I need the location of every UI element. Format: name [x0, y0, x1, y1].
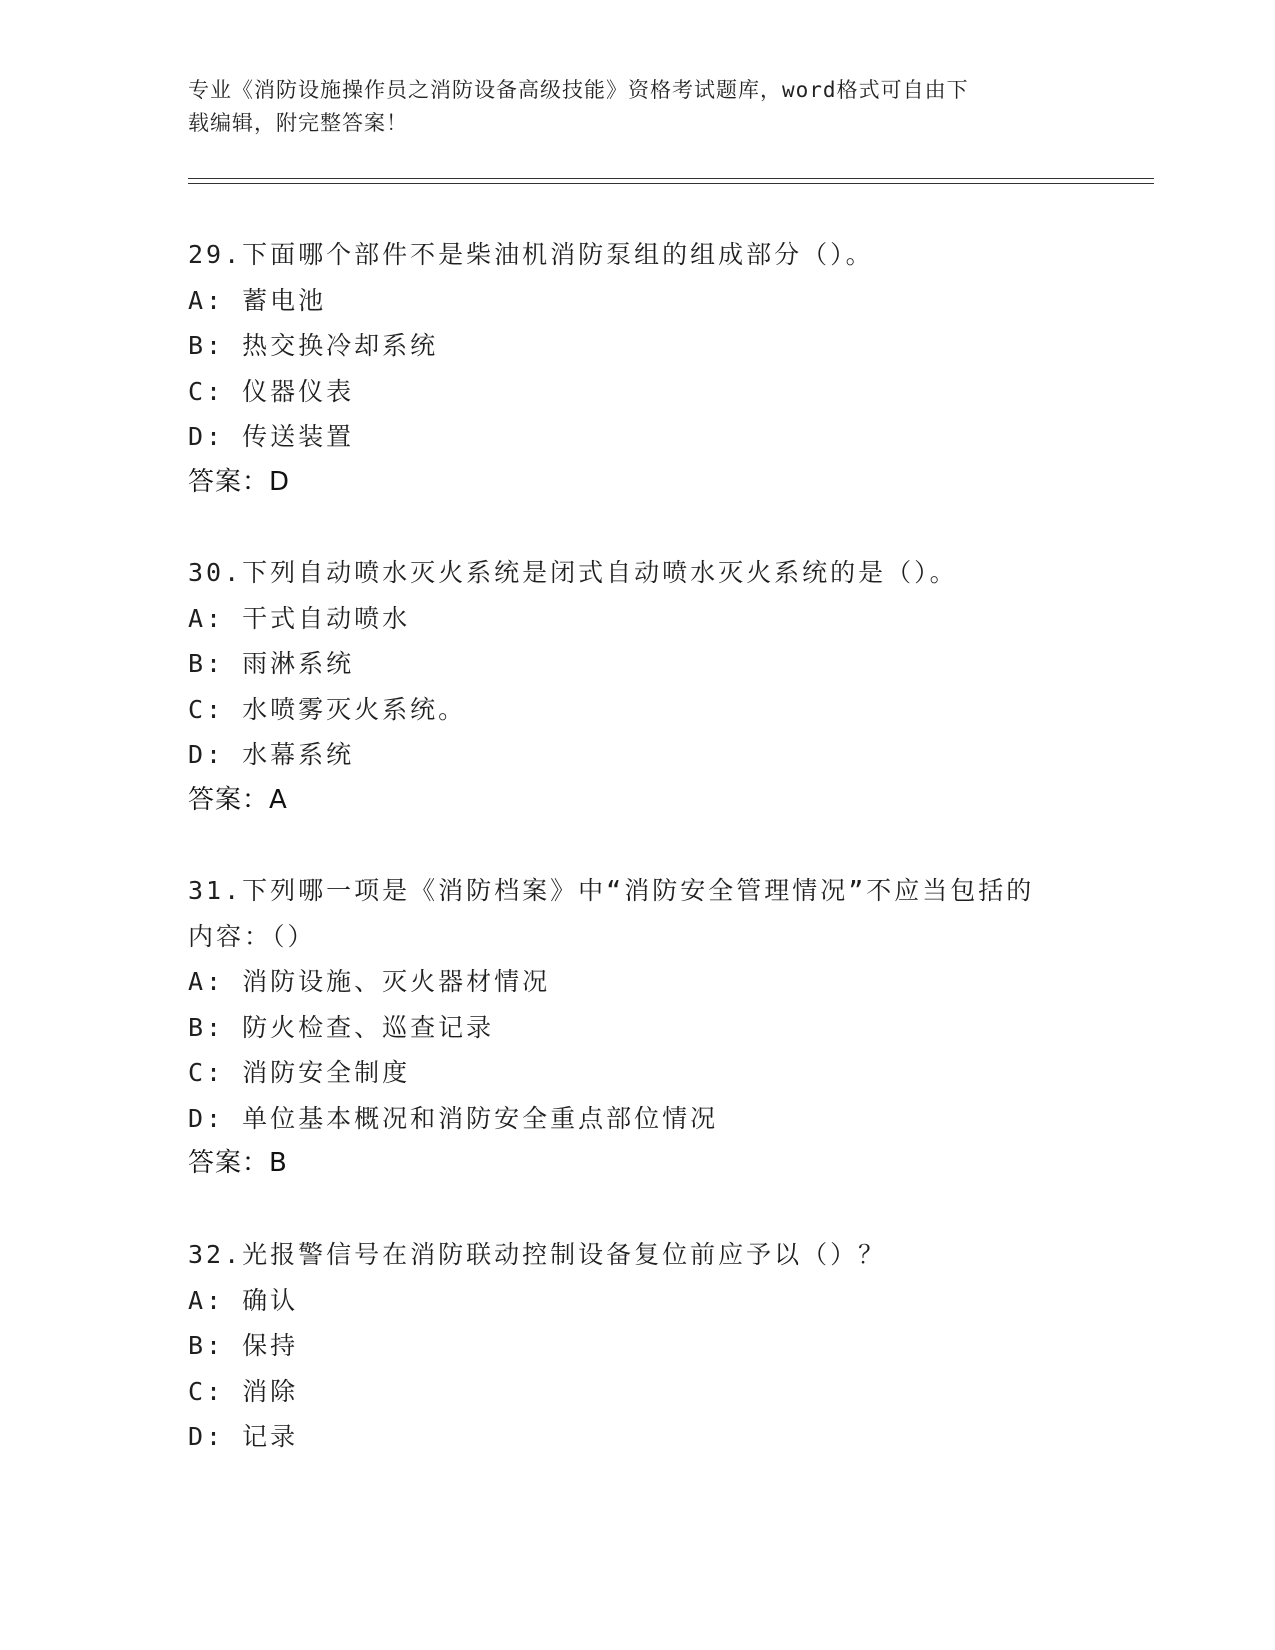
- option-a: A: 干式自动喷水: [188, 603, 411, 633]
- question-stem-line-2: 内容：（）: [188, 921, 316, 951]
- answer-label: 答案：B: [188, 1148, 288, 1178]
- header-divider-top: [188, 178, 1154, 179]
- header-divider-bottom: [188, 183, 1154, 184]
- document-header: [188, 74, 1088, 140]
- option-d: D: 传送装置: [188, 422, 355, 451]
- header-line-1: 专业《消防设施操作员之消防设备高级技能》资格考试题库，word格式可自由下: [188, 78, 969, 102]
- header-line-2: 载编辑，附完整答案！: [188, 111, 408, 135]
- option-c: C: 消除: [188, 1376, 299, 1406]
- option-b: B: 防火检查、巡查记录: [188, 1012, 495, 1042]
- question-29: [188, 232, 1088, 505]
- option-b: B: 雨淋系统: [188, 649, 355, 678]
- option-d: D: 水幕系统: [188, 740, 355, 769]
- question-32: [188, 1232, 1088, 1460]
- answer-label: 答案：D: [188, 466, 291, 497]
- option-a: A: 消防设施、灭火器材情况: [188, 967, 551, 996]
- answer-label: 答案：A: [188, 784, 288, 815]
- option-a: A: 蓄电池: [188, 285, 327, 315]
- question-31: [188, 868, 1088, 1187]
- option-c: C: 仪器仪表: [188, 376, 355, 406]
- option-a: A: 确认: [188, 1285, 299, 1315]
- question-stem: 30.下列自动喷水灭火系统是闭式自动喷水灭火系统的是（）。: [188, 558, 958, 587]
- option-d: D: 单位基本概况和消防安全重点部位情况: [188, 1103, 719, 1133]
- option-c: C: 水喷雾灭火系统。: [188, 694, 467, 724]
- option-b: B: 热交换冷却系统: [188, 331, 439, 360]
- option-b: B: 保持: [188, 1331, 299, 1360]
- question-stem: 29.下面哪个部件不是柴油机消防泵组的组成部分（）。: [188, 240, 874, 269]
- question-stem-line-1: 31.下列哪一项是《消防档案》中“消防安全管理情况”不应当包括的: [188, 876, 1035, 905]
- option-c: C: 消防安全制度: [188, 1058, 411, 1087]
- question-stem: 32.光报警信号在消防联动控制设备复位前应予以（）？: [188, 1240, 887, 1269]
- option-d: D: 记录: [188, 1422, 299, 1451]
- question-30: [188, 550, 1088, 823]
